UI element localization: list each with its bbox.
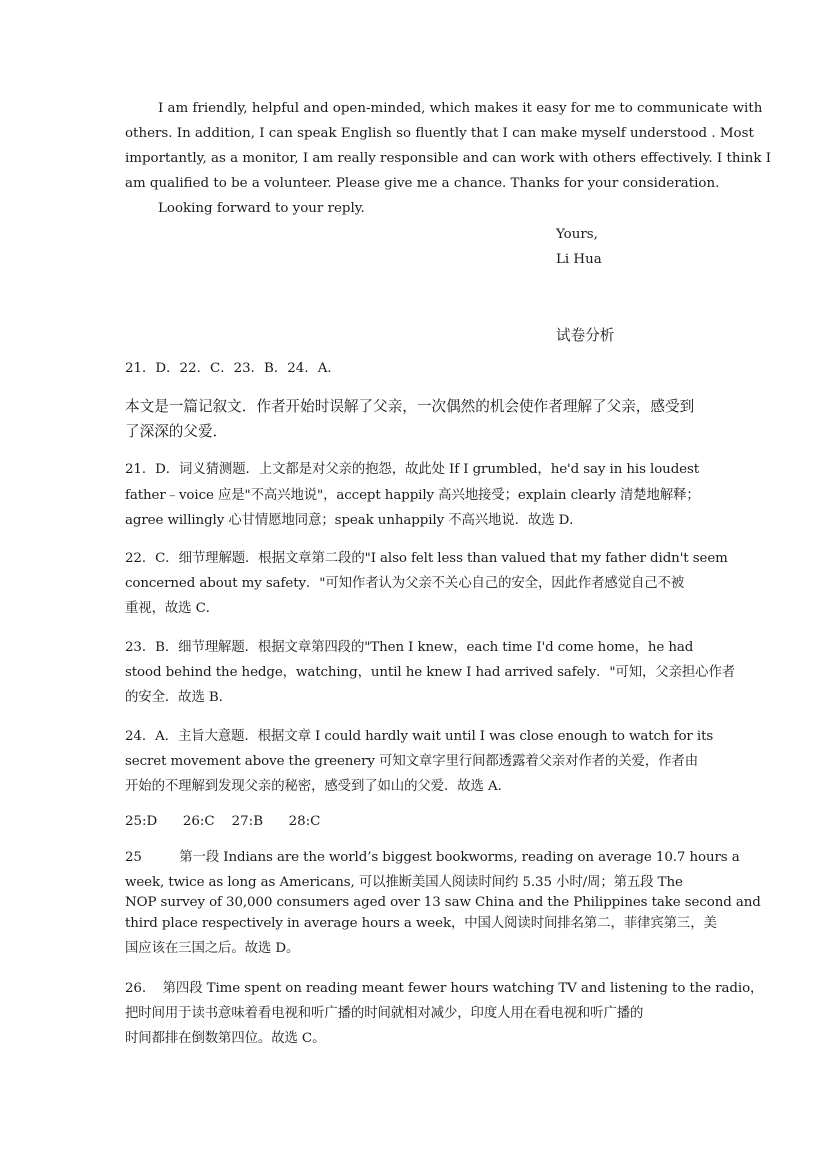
letter-line: others. In addition, I can speak English so fluently that I can make myself understood . Most bbox=[125, 126, 754, 141]
explanation-line: 开始的不理解到发现父亲的秘密，感受到了如山的父爱．故选 A． bbox=[125, 779, 511, 794]
explanation-line: NOP survey of 30,000 consumers aged over 13 saw China and the Philippines take second and bbox=[125, 895, 761, 910]
explanation-line: 21．D．词义猜测题．上文都是对父亲的抱怨，故此处 If I grumbled，he'd say in his loudest bbox=[125, 462, 700, 477]
explanation-line: 重视，故选 C． bbox=[125, 601, 220, 616]
explanation-line: secret movement above the greenery 可知文章字里行间都透露着父亲对作者的关爱，作者由 bbox=[125, 754, 699, 769]
explanation-line: 把时间用于读书意味着看电视和听广播的时间就相对减少，印度人用在看电视和听广播的 bbox=[125, 1006, 644, 1021]
explanation-line: week, twice as long as Americans, 可以推断美国人阅读时间约 5.35 小时/周；第五段 The bbox=[125, 875, 683, 890]
explanation-line: 25 第一段 Indians are the world’s biggest bookworms, reading on average 10.7 hours a bbox=[125, 850, 740, 865]
explanation-line: 24．A．主旨大意题．根据文章 I could hardly wait until I was close enough to watch for its bbox=[125, 729, 714, 744]
explanation-line: 国应该在三国之后。故选 D。 bbox=[125, 941, 300, 956]
explanation-line: father﹣voice 应是"不高兴地说"，accept happily 高兴地接受；explain clearly 清楚地解释； bbox=[125, 488, 700, 503]
letter-line: importantly, as a monitor, I am really responsible and can work with others effectively. I think I bbox=[125, 151, 772, 166]
explanation-line: stood behind the hedge，watching，until he knew I had arrived safely．"可知，父亲担心作者 bbox=[125, 665, 736, 680]
analysis-heading: 试卷分析 bbox=[556, 327, 615, 344]
letter-line: Looking forward to your reply. bbox=[158, 201, 365, 216]
explanation-line: 23．B．细节理解题．根据文章第四段的"Then I knew，each time I'd come home，he had bbox=[125, 640, 694, 655]
letter-line: am qualified to be a volunteer. Please give me a chance. Thanks for your consideration. bbox=[125, 176, 720, 191]
answer-line: 21．D．22．C．23．B．24．A． bbox=[125, 361, 341, 376]
explanation-line: 22．C．细节理解题．根据文章第二段的"I also felt less than valued that my father didn't seem bbox=[125, 551, 728, 566]
letter-line: I am friendly, helpful and open-minded, which makes it easy for me to communicate with bbox=[158, 101, 763, 116]
answer-line: 25:D 26:C 27:B 28:C bbox=[125, 814, 321, 829]
summary-line: 了深深的父爱． bbox=[125, 423, 228, 440]
explanation-line: concerned about my safety．"可知作者认为父亲不关心自己的安全，因此作者感觉自己不被 bbox=[125, 576, 685, 591]
letter-closing: Yours, bbox=[556, 227, 598, 242]
explanation-line: 26. 第四段 Time spent on reading meant fewer hours watching TV and listening to the radio， bbox=[125, 981, 764, 996]
explanation-line: 的安全．故选 B． bbox=[125, 690, 232, 705]
letter-signature: Li Hua bbox=[556, 252, 602, 267]
explanation-line: 时间都排在倒数第四位。故选 C。 bbox=[125, 1031, 326, 1046]
summary-line: 本文是一篇记叙文．作者开始时误解了父亲，一次偶然的机会使作者理解了父亲，感受到 bbox=[125, 398, 695, 415]
explanation-line: agree willingly 心甘情愿地同意；speak unhappily 不高兴地说．故选 D． bbox=[125, 513, 583, 528]
explanation-line: third place respectively in average hours a week，中国人阅读时间排名第二，菲律宾第三，美 bbox=[125, 916, 717, 931]
